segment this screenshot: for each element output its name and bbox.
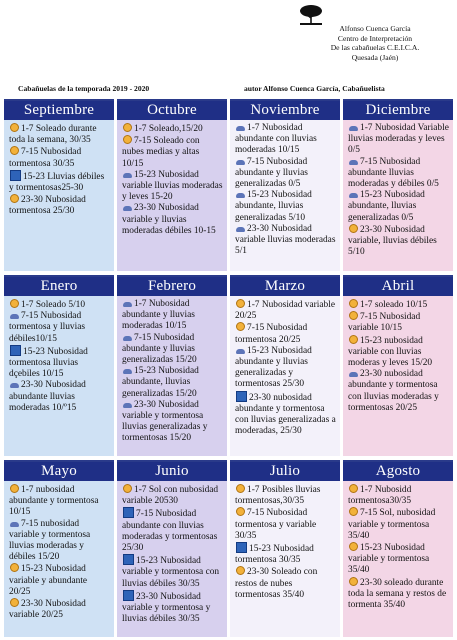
sun-icon (236, 299, 245, 308)
period-text: 15-23 Nubosidad variable y tormentosa con lluvias débiles 30/35 (122, 556, 220, 589)
period-list (343, 481, 453, 611)
cloud-icon (123, 302, 132, 307)
period-entry (122, 590, 223, 626)
period-text: 7-15 Nubosidad abundante y lluvias generalizadas 15/20 (122, 332, 197, 366)
period-entry (122, 400, 223, 445)
period-entry (9, 170, 110, 194)
period-text: 23-30 soleado durante toda la semana y restos de tormenta 35/40 (348, 577, 447, 611)
author-credit (300, 24, 450, 62)
cloud-icon (349, 126, 358, 131)
sun-icon (10, 146, 19, 155)
cloud-icon (349, 193, 358, 198)
author-title: autor Alfonso Cuenca García, Cabañuelista (244, 84, 385, 93)
sun-icon (123, 123, 132, 132)
credit-line-4: Quesada (Jaén) (351, 52, 399, 62)
month-card-enero (4, 275, 114, 456)
period-text: 23-30 nubosidad abundante y tormentosa con lluvias moderadas y tormentosas 20/25 (348, 369, 439, 413)
period-entry (9, 484, 110, 519)
period-entry (122, 484, 223, 507)
period-text: 23-30 Nubosidad variable, lluvias débiles 5/10 (348, 224, 437, 258)
period-entry (348, 507, 449, 542)
month-title: Febrero (117, 277, 227, 296)
period-entry (122, 170, 223, 204)
period-entry (9, 123, 110, 146)
month-card-marzo (230, 275, 340, 456)
period-text: 23-30 Nubosidad variable y lluvias moderadas débiles 10-15 (122, 203, 216, 236)
period-text: 1-7 Soleado durante toda la semana, 30/35 (9, 124, 97, 146)
sun-icon (10, 484, 19, 493)
month-title: Marzo (230, 277, 340, 296)
period-text: 1-7 nubosidad abundante y tormentosa 10/15 (9, 485, 99, 518)
period-text: 23-30 Nubosidad variable lluvias moderadas 5/1 (235, 223, 336, 257)
rain-icon (10, 345, 21, 356)
period-text: 23-30 Soleado con restos de nubes tormentosas 35/40 (235, 567, 318, 600)
period-text: 1-7 Nubosidad abundante con lluvias moderadas 10/15 (235, 123, 317, 156)
sun-icon (349, 311, 358, 320)
month-card-octubre (117, 99, 227, 271)
period-text: 7-15 Nubosidad abundante y lluvias generalizadas 0/5 (235, 156, 308, 190)
period-entry (235, 507, 336, 542)
period-entry (235, 157, 336, 191)
period-entry (235, 542, 336, 566)
period-text: 7-15 Nubosidad abundante con lluvias moderadas y tormentosas 25/30 (122, 509, 218, 554)
period-entry (348, 299, 449, 311)
period-entry (348, 335, 449, 370)
period-list (230, 296, 340, 437)
period-entry (235, 190, 336, 224)
period-text: 7-15 Nubosidad tormentosa 30/35 (9, 147, 82, 169)
period-entry (122, 135, 223, 170)
sun-icon (349, 335, 358, 344)
sun-icon (10, 194, 19, 203)
rain-icon (123, 554, 134, 565)
period-entry (235, 391, 336, 438)
cloud-icon (10, 522, 19, 527)
period-entry (122, 554, 223, 590)
month-card-septiembre (4, 99, 114, 271)
month-card-julio (230, 460, 340, 637)
period-entry (348, 190, 449, 224)
period-text: 15-23 Lluvias débiles y tormentosas25-30 (9, 171, 105, 194)
month-card-junio (117, 460, 227, 637)
period-list (230, 120, 340, 257)
period-list (117, 120, 227, 237)
period-entry (348, 157, 449, 191)
cloud-icon (236, 160, 245, 165)
period-entry (235, 224, 336, 258)
month-title: Septiembre (4, 101, 114, 120)
period-text: 15-23 Nubosidad abundante, lluvias generalizadas 5/10 (235, 190, 312, 223)
period-entry (9, 146, 110, 169)
period-entry (235, 346, 336, 391)
rain-icon (10, 170, 21, 181)
period-text: 7-15 Nubosidad tormentosa y lluvias débiles10/15 (9, 311, 86, 344)
period-entry (9, 563, 110, 598)
period-text: 1-7 Nubosidad Variable lluvias moderadas y leves 0/5 (348, 123, 449, 156)
period-entry (235, 322, 336, 345)
period-entry (348, 224, 449, 259)
month-title: Octubre (117, 101, 227, 120)
period-list (4, 120, 114, 218)
period-list (343, 120, 453, 258)
period-text: 7-15 Nubosidad tormentosa 20/25 (235, 323, 308, 345)
month-card-abril (343, 275, 453, 456)
period-text: 15-23 Nubosidad abundante, lluvias generalizadas 0/5 (348, 190, 425, 223)
sun-icon (10, 598, 19, 607)
period-entry (9, 311, 110, 345)
month-title: Enero (4, 277, 114, 296)
cloud-icon (236, 193, 245, 198)
month-card-febrero (117, 275, 227, 456)
period-text: 15-23 nubosidad variable con lluvias moderas y leves 15/20 (348, 335, 433, 369)
cloud-icon (123, 336, 132, 341)
rain-icon (236, 391, 247, 402)
period-entry (348, 542, 449, 577)
month-title: Junio (117, 462, 227, 481)
sun-icon (349, 484, 358, 493)
credit-line-2: Centro de Interpretación (337, 33, 413, 43)
month-grid (4, 99, 453, 637)
period-text: 1-7 soleado 10/15 (360, 300, 428, 310)
period-entry (122, 299, 223, 333)
period-list (4, 481, 114, 621)
period-entry (122, 366, 223, 400)
period-text: 23-30 Nubosidad variable 20/25 (9, 599, 86, 621)
period-text: 15-23 Nubosidad tormentosa lluvias dçebiles 10/15 (9, 346, 88, 380)
cloud-icon (123, 206, 132, 211)
cloud-icon (123, 403, 132, 408)
period-entry (122, 123, 223, 135)
month-title: Mayo (4, 462, 114, 481)
period-text: 23-30 Nubosidad variable y tormentosa lluvias generalizadas y tormentosas 15/20 (122, 399, 208, 444)
rain-icon (236, 542, 247, 553)
period-text: 7-15 nubosidad variable y tormentosa lluvias moderadas y débiles 15/20 (9, 518, 91, 563)
period-list (4, 296, 114, 414)
period-entry (122, 203, 223, 237)
cloud-icon (10, 314, 19, 319)
sun-icon (349, 542, 358, 551)
cloud-icon (349, 160, 358, 165)
month-card-diciembre (343, 99, 453, 271)
credit-author: Alfonso Cuenca García (339, 24, 411, 33)
period-entry (9, 598, 110, 621)
sun-icon (10, 563, 19, 572)
month-title: Agosto (343, 462, 453, 481)
sun-icon (236, 566, 245, 575)
period-list (230, 481, 340, 601)
period-text: 23-30 Nubosidad tormentosa 25/30 (9, 195, 86, 217)
period-entry (122, 333, 223, 367)
period-entry (235, 123, 336, 157)
period-text: 7-15 Nubosidad variable 10/15 (348, 312, 421, 334)
period-text: 1-7 Nubosidad variable 20/25 (235, 300, 335, 322)
period-text: 7-15 Soleado con nubes medias y altas 10/15 (122, 136, 200, 169)
period-text: 15-23 Nubosidad abundante y lluvias generalizadas y tormentosas 25/30 (235, 345, 312, 390)
cloud-icon (236, 227, 245, 232)
cloud-icon (123, 369, 132, 374)
period-entry (348, 484, 449, 507)
period-text: 1-7 Soleado 5/10 (21, 300, 86, 310)
period-text: 7-15 Nubosidad abundante lluvias moderadas y débiles 0/5 (348, 156, 439, 190)
period-entry (9, 380, 110, 414)
season-title: Cabañuelas de la temporada 2019 - 2020 (18, 84, 150, 93)
period-entry (348, 123, 449, 157)
sun-icon (349, 507, 358, 516)
period-entry (9, 194, 110, 217)
period-text: 15-23 Nubosidad variable y abundante 20/25 (9, 564, 88, 597)
period-list (117, 296, 227, 445)
month-card-noviembre (230, 99, 340, 271)
period-text: 7-15 Nubosidad tormentosa y variable 30/35 (235, 508, 317, 541)
period-entry (235, 566, 336, 601)
month-title: Noviembre (230, 101, 340, 120)
credit-line-3: De las cabañuelas C.E.I.C.A. (330, 43, 420, 53)
period-list (117, 481, 227, 625)
sun-icon (236, 507, 245, 516)
sun-icon (236, 322, 245, 331)
period-text: 1-7 Nubosidd tormentosa30/35 (348, 485, 412, 507)
rain-icon (123, 590, 134, 601)
sun-icon (123, 135, 132, 144)
month-title: Abril (343, 277, 453, 296)
period-text: 7-15 Sol, nubosidad variable y tormentosa 35/40 (348, 508, 436, 541)
period-entry (122, 507, 223, 554)
sun-icon (349, 224, 358, 233)
period-text: 1-7 Posibles lluvias tormentosas,30/35 (235, 485, 321, 507)
sun-icon (123, 484, 132, 493)
period-text: 1-7 Soleado,15/20 (134, 124, 203, 134)
period-text: 15-23 Nubosidad variable lluvias moderadas y leves 15-20 (122, 169, 223, 203)
period-text: 23-30 nubosidad abundante y tormentosa con lluvias generalizadas a moderadas, 25/30 (235, 392, 336, 437)
period-entry (348, 311, 449, 334)
period-text: 15-23 Nubosidad abundante, lluvias generalizadas 15/20 (122, 366, 199, 399)
month-title: Julio (230, 462, 340, 481)
cloud-icon (123, 173, 132, 178)
period-entry (348, 369, 449, 414)
period-text: 1-7 Sol con nubosidad variable 20530 (122, 485, 219, 507)
period-entry (9, 519, 110, 564)
sun-icon (236, 484, 245, 493)
cloud-icon (349, 372, 358, 377)
rain-icon (123, 507, 134, 518)
sun-icon (349, 299, 358, 308)
period-entry (9, 299, 110, 311)
period-text: 1-7 Nubosidad abundante y lluvias moderadas 10/15 (122, 299, 195, 332)
sun-icon (10, 299, 19, 308)
cloud-icon (236, 126, 245, 131)
month-title: Diciembre (343, 101, 453, 120)
cloud-icon (10, 383, 19, 388)
cherry-tree-logo-icon (298, 4, 324, 26)
period-text: 15-23 Nubosidad variable y tormentosa 35/40 (348, 543, 430, 576)
period-text: 23-30 Nubosidad variable y tormentosa y lluvias débiles 30/35 (122, 591, 211, 625)
period-text: 23-30 Nubosidad abundante lluvias moderadas 10/º15 (9, 380, 86, 413)
period-text: 15-23 Nubosidad tormentosa 30/35 (235, 544, 314, 566)
cloud-icon (236, 349, 245, 354)
period-entry (235, 299, 336, 322)
month-card-agosto (343, 460, 453, 637)
period-entry (348, 577, 449, 612)
month-card-mayo (4, 460, 114, 637)
period-list (343, 296, 453, 414)
sun-icon (10, 123, 19, 132)
period-entry (235, 484, 336, 507)
sun-icon (349, 577, 358, 586)
period-entry (9, 345, 110, 381)
